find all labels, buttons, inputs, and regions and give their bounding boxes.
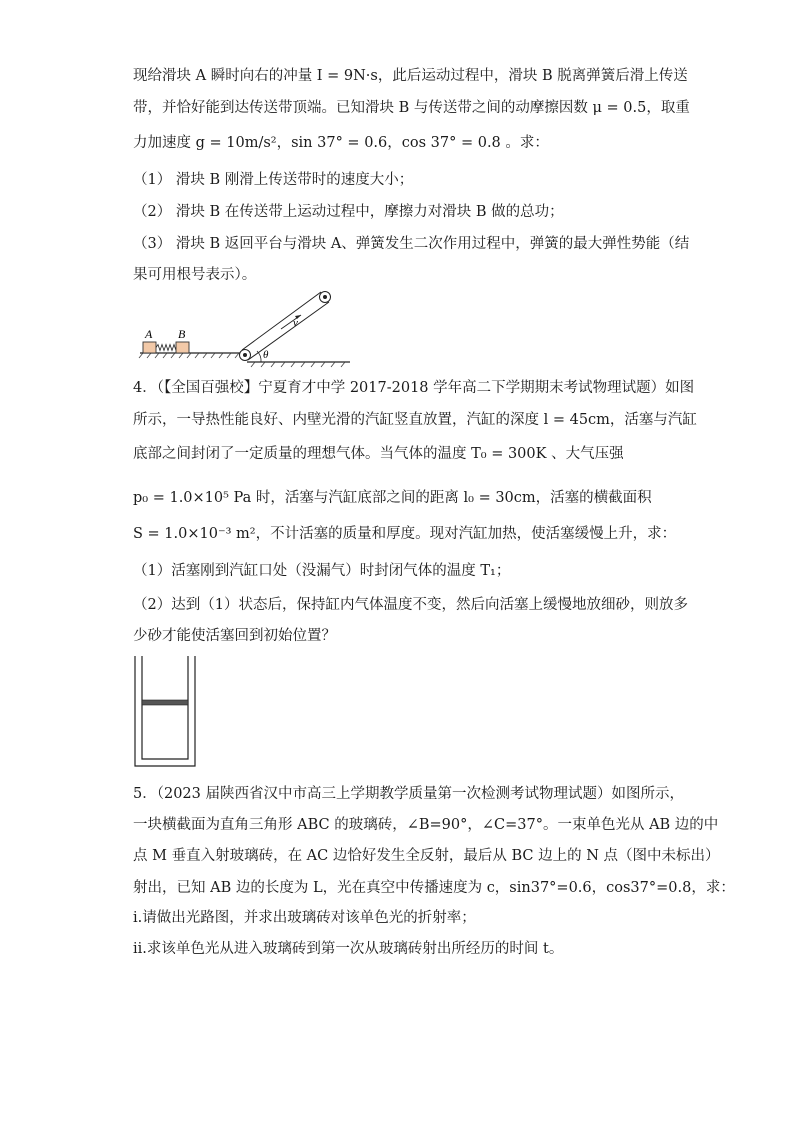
block-b-label: B bbox=[178, 327, 186, 341]
problem5-question-1: i.请做出光路图，并求出玻璃砖对该单色光的折射率； bbox=[133, 910, 476, 926]
problem5-text-line-2: 一块横截面为直角三角形 ABC 的玻璃砖，∠B=90°，∠C=37°。一束单色光从 AB 边的中 bbox=[133, 817, 719, 833]
cylinder-inner-wall bbox=[142, 656, 188, 759]
problem4-question-2-line-1: （2）达到（1）状态后，保持缸内气体温度不变，然后向活塞上缓慢地放细砂，则放多 bbox=[133, 597, 688, 613]
problem3-question-1: （1） 滑块 B 刚滑上传送带时的速度大小； bbox=[133, 172, 414, 188]
problem3-text-line-2: 带，并恰好能到达传送带顶端。已知滑块 B 与传送带之间的动摩擦因数 μ = 0.5，取重 bbox=[133, 100, 690, 116]
problem3-text-line-1: 现给滑块 A 瞬时向右的冲量 I = 9N·s，此后运动过程中，滑块 B 脱离弹簧后滑上传送 bbox=[133, 68, 688, 84]
problem5-question-2: ii.求该单色光从进入玻璃砖到第一次从玻璃砖射出所经历的时间 t。 bbox=[133, 941, 564, 957]
velocity-label: v bbox=[293, 317, 298, 329]
problem4-text-line-5: S = 1.0×10⁻³ m²，不计活塞的质量和厚度。现对汽缸加热，使活塞缓慢上升，求： bbox=[133, 526, 677, 542]
cylinder-wall bbox=[135, 656, 195, 766]
problem5-text-line-3: 点 M 垂直入射玻璃砖，在 AC 边恰好发生全反射，最后从 BC 边上的 N 点（图中未标出） bbox=[133, 848, 720, 864]
problem4-question-1: （1）活塞刚到汽缸口处（没漏气）时封闭气体的温度 T₁； bbox=[133, 563, 511, 579]
problem3-question-3-line-1: （3） 滑块 B 返回平台与滑块 A、弹簧发生二次作用过程中，弹簧的最大弹性势能（结 bbox=[133, 236, 690, 252]
belt-lower-edge bbox=[248, 302, 329, 360]
problem4-question-2-line-2: 少砂才能使活塞回到初始位置？ bbox=[133, 628, 336, 644]
problem5-text-line-4: 射出，已知 AB 边的长度为 L，光在真空中传播速度为 c，sin37°=0.6，cos37°=0.8，求： bbox=[133, 880, 735, 896]
cylinder-figure bbox=[130, 652, 200, 772]
spring bbox=[156, 345, 178, 351]
belt-upper-edge bbox=[242, 292, 321, 350]
problem5-text-line-1: 5．（2023 届陕西省汉中市高三上学期教学质量第一次检测考试物理试题）如图所示， bbox=[133, 786, 684, 802]
problem3-question-2: （2） 滑块 B 在传送带上运动过程中，摩擦力对滑块 B 做的总功； bbox=[133, 204, 564, 220]
block-a bbox=[143, 342, 156, 353]
conveyor-belt-figure bbox=[135, 288, 355, 368]
problem4-text-line-2: 所示，一导热性能良好、内壁光滑的汽缸竖直放置，汽缸的深度 l = 45cm，活塞与汽缸 bbox=[133, 412, 697, 428]
problem3-text-line-3: 力加速度 g = 10m/s²，sin 37° = 0.6，cos 37° = 0.8 。求： bbox=[133, 135, 549, 151]
problem4-text-line-3: 底部之间封闭了一定质量的理想气体。当气体的温度 T₀ = 300K 、大气压强 bbox=[133, 446, 624, 462]
block-a-label: A bbox=[145, 327, 153, 341]
piston bbox=[142, 700, 188, 705]
block-b bbox=[176, 342, 189, 353]
problem4-text-line-4: p₀ = 1.0×10⁵ Pa 时，活塞与汽缸底部之间的距离 l₀ = 30cm，活塞的横截面积 bbox=[133, 490, 652, 506]
problem4-text-line-1: 4．（【全国百强校】宁夏育才中学 2017-2018 学年高二下学期期末考试物理试题）如图 bbox=[133, 380, 695, 396]
problem3-question-3-line-2: 果可用根号表示）。 bbox=[133, 267, 257, 283]
theta-label: θ bbox=[263, 349, 269, 361]
